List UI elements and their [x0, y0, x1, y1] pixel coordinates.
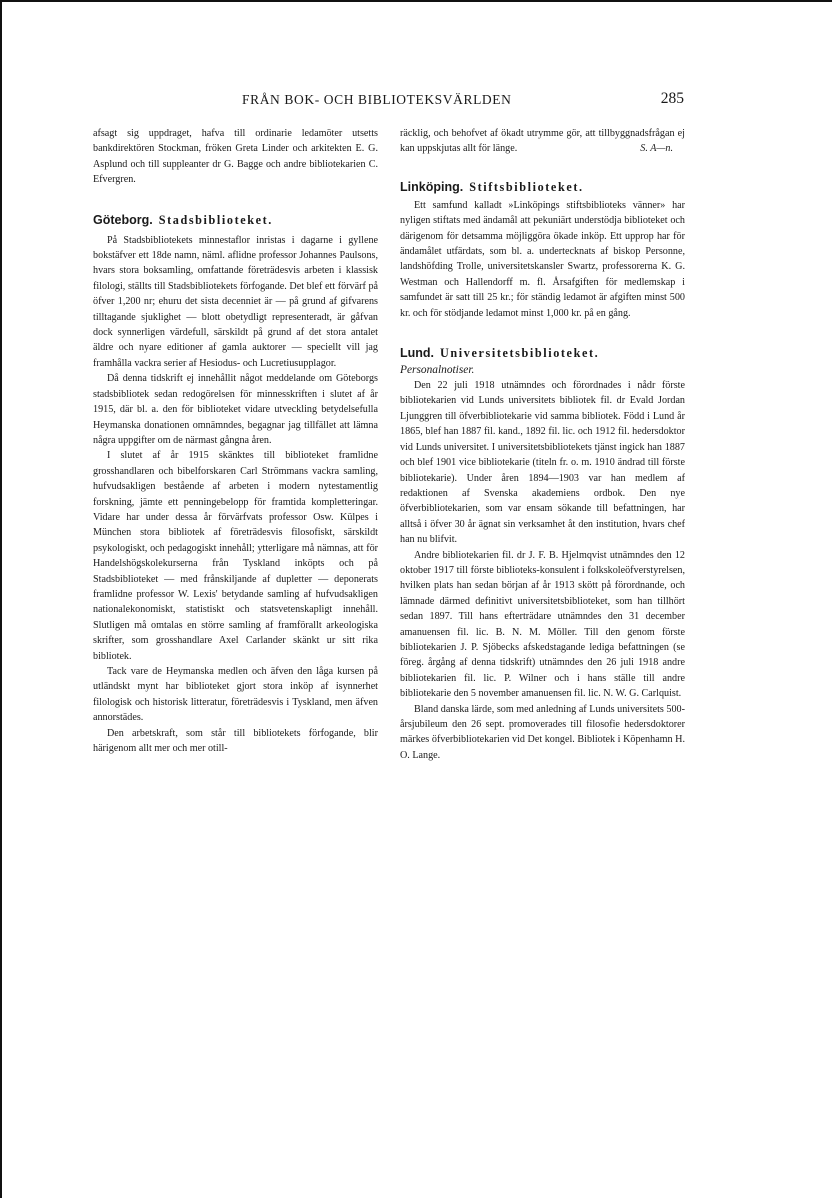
paragraph-workforce: Den arbetskraft, som står till bibliotekets förfogande, blir härigenom allt mer och mer otill- — [93, 727, 378, 755]
paragraph-danish-doctors: Bland danska lärde, som med anledning af Lunds universitets 500-årsjubileum den 26 sept. promoverades till filosofie hedersdoktorer märkes öfverbibliotekarien vid Det kongel. Bibliotek i Köpenhamn H. O. Lange. — [400, 703, 685, 761]
page-number: 285 — [660, 90, 684, 107]
scan-edge-top — [0, 0, 832, 2]
right-column — [400, 126, 685, 763]
heading-city: Göteborg. — [93, 212, 153, 227]
paragraph-paulson: På Stadsbibliotekets minnestaflor inristas i dagarne i gyllene bokstäfver ett 18de namn, näml. aflidne professor Johannes Paulsons, hvars stora boksamling, omfattande företrädesvis arbeten i klassisk filologi, ställts till Stadsbibliotekets förfogande. Det blef ett förvärf på öfver 1,200 nr; ehuru det sista decenniet är — på grund af gifvarens tilltagande sjuklighet — blott obetydligt representeradt, är gåfvan dock synnerligen värdefull, särskildt på grund af det stora antalet äldre och nyare editioner af gamla auktorer — speciellt vill jag framhålla vackra serier af Hesiodus- och Lucretiusupplagor. — [93, 234, 378, 369]
heading-institution: Stadsbiblioteket. — [158, 212, 273, 227]
heading-institution: Universitetsbiblioteket. — [440, 346, 600, 361]
section-subheading: Personalnotiser. — [400, 364, 475, 377]
author-signature: S. A—n. — [640, 143, 673, 155]
running-head — [92, 90, 686, 110]
paragraph-donations: I slutet af år 1915 skänktes till biblioteket framlidne grosshandlaren och bibelforskaren Carl Strömmans vackra samling, hufvudsakligen bestående af arbeten i modern nytestamentlig forskning, jämte ett penningebelopp för framtida kompletteringar. Vidare har under dessa år förvärfvats professor Osw. Külpes i München stora bibliotek af företrädesvis filosofiskt, särskildt psykologiskt, och pedagogiskt innehåll; ytterligare må nämnas, att för Handelshögskolekurserna från Tyskland inköpts och på Stadsbiblioteket — med frånskiljande af dupletter — deponerats framlidne professor W. Lexis' betydande samling af hufvudsakligen nationalekonomiskt, statistiskt och statsvetenskapligt innehåll. Slutligen må omtalas en större samling af framförallt arkeologiska skrifter, som grosshandlare Axel Carlander skänkt ur sitt rika bibliotek. — [93, 450, 378, 662]
section-heading-lund — [400, 345, 685, 362]
heading-institution: Stiftsbiblioteket. — [469, 179, 584, 194]
paragraph-purchases: Tack vare de Heymanska medlen och äfven den låga kursen på utländskt mynt har biblioteket gjort stora inköp af isynnerhet filologisk och historisk litteratur, företrädesvis i Tyskland, men äfven annorstädes. — [93, 666, 378, 724]
continuation-text: räcklig, och behofvet af ökadt utrymme gör, att tillbyggnadsfrågan ej kan uppskjutas allt för länge. — [400, 128, 685, 155]
scan-edge-left — [0, 0, 2, 1198]
running-title: FRÅN BOK- OCH BIBLIOTEKSVÄRLDEN — [242, 92, 512, 107]
paragraph-hjelmqvist: Andre bibliotekarien fil. dr J. F. B. Hjelmqvist utnämndes den 12 oktober 1917 till förste biblioteks-konsulent i folkskoleöfverstyrelsen, hvilken plats han sedan början af år 1913 skött på förordnande, och lämnade därmed definitivt universitetsbiblioteket, som han tillhört sedan 1897. Till hans efterträdare utnämndes den 31 december amanuensen fil. lic. B. N. M. Möller. Till den genom förste bibliotekarien J. P. Sjöbecks afskedstagande lediga befattningen (se föreg. årgång af denna tidskrift) utnämndes den 26 juli 1918 andre bibliotekarien fil. lic. P. Wilner och i hans ställe till andre bibliotekarie den 5 november amanuensen fil. lic. N. W. G. Carlquist. — [400, 549, 685, 700]
paragraph-board: afsagt sig uppdraget, hafva till ordinarie ledamöter utsetts bankdirektören Stockman, fröken Greta Linder och arkitekten E. G. Asplund och till suppleanter dr G. Bagge och andre bibliotekarien C. Efvergren. — [93, 128, 378, 186]
paragraph-minnesskrift: Då denna tidskrift ej innehållit något meddelande om Göteborgs stadsbibliotek sedan redogörelsen för minnesskriften i slutet af år 1915, där bl. a. den för biblioteket vidare utveckling betydelsefulla Heymanska donationen omnämndes, begagnar jag tillfället att lämna några uppgifter om de närmast gångna åren. — [93, 373, 378, 446]
left-column — [93, 126, 378, 756]
paragraph-ljunggren: Den 22 juli 1918 utnämndes och förordnades i nådr förste bibliotekarien vid Lunds universitets bibliotek fil. dr Evald Jordan Ljunggren till öfverbibliotekarie vid samma bibliotek. Född i Lund år 1865, blef han 1887 fil. kand., 1892 fil. lic. och 1912 fil. hedersdoktor vid Lunds universitet. I universitetsbibliotekets tjänst ingick han 1887 och blef 1901 vice bibliotekarie (titeln fr. o. m. 1910 ändrad till förste bibliotekarie). Under åren 1894—1903 var han medlem af redaktionen af Svenska akademiens ordbok. Den nye öfverbibliotekarien, som var ensam sökande till befattningen, har alltså i öfver 30 år ägnat sin verksamhet åt den institution, hvars chef han nu blifvit. — [400, 380, 685, 546]
paragraph-samfund: Ett samfund kalladt »Linköpings stiftsbiblioteks vänner» har nyligen stiftats med ändamål att pekuniärt understödja biblioteket och därigenom för detsamma möjliggöra ökade inköp. Ett upprop har för ändamålet utfärdats, som bl. a. undertecknats af biskop Personne, landshöfding Trolle, universitetskansler Swartz, professorerna K. G. Westman och Hallendorff m. fl. Årsafgiften för medlemskap i samfundet är satt till 25 kr.; för ständig ledamot är afgiften minst 500 kr. och för stödjande ledamot minst 1,000 kr. på en gång. — [400, 199, 685, 319]
section-heading-linkoping — [400, 179, 685, 196]
section-heading-goteborg — [93, 212, 378, 229]
heading-city: Linköping. — [400, 179, 464, 194]
heading-city: Lund. — [400, 346, 435, 361]
paragraph-continuation — [400, 126, 685, 157]
